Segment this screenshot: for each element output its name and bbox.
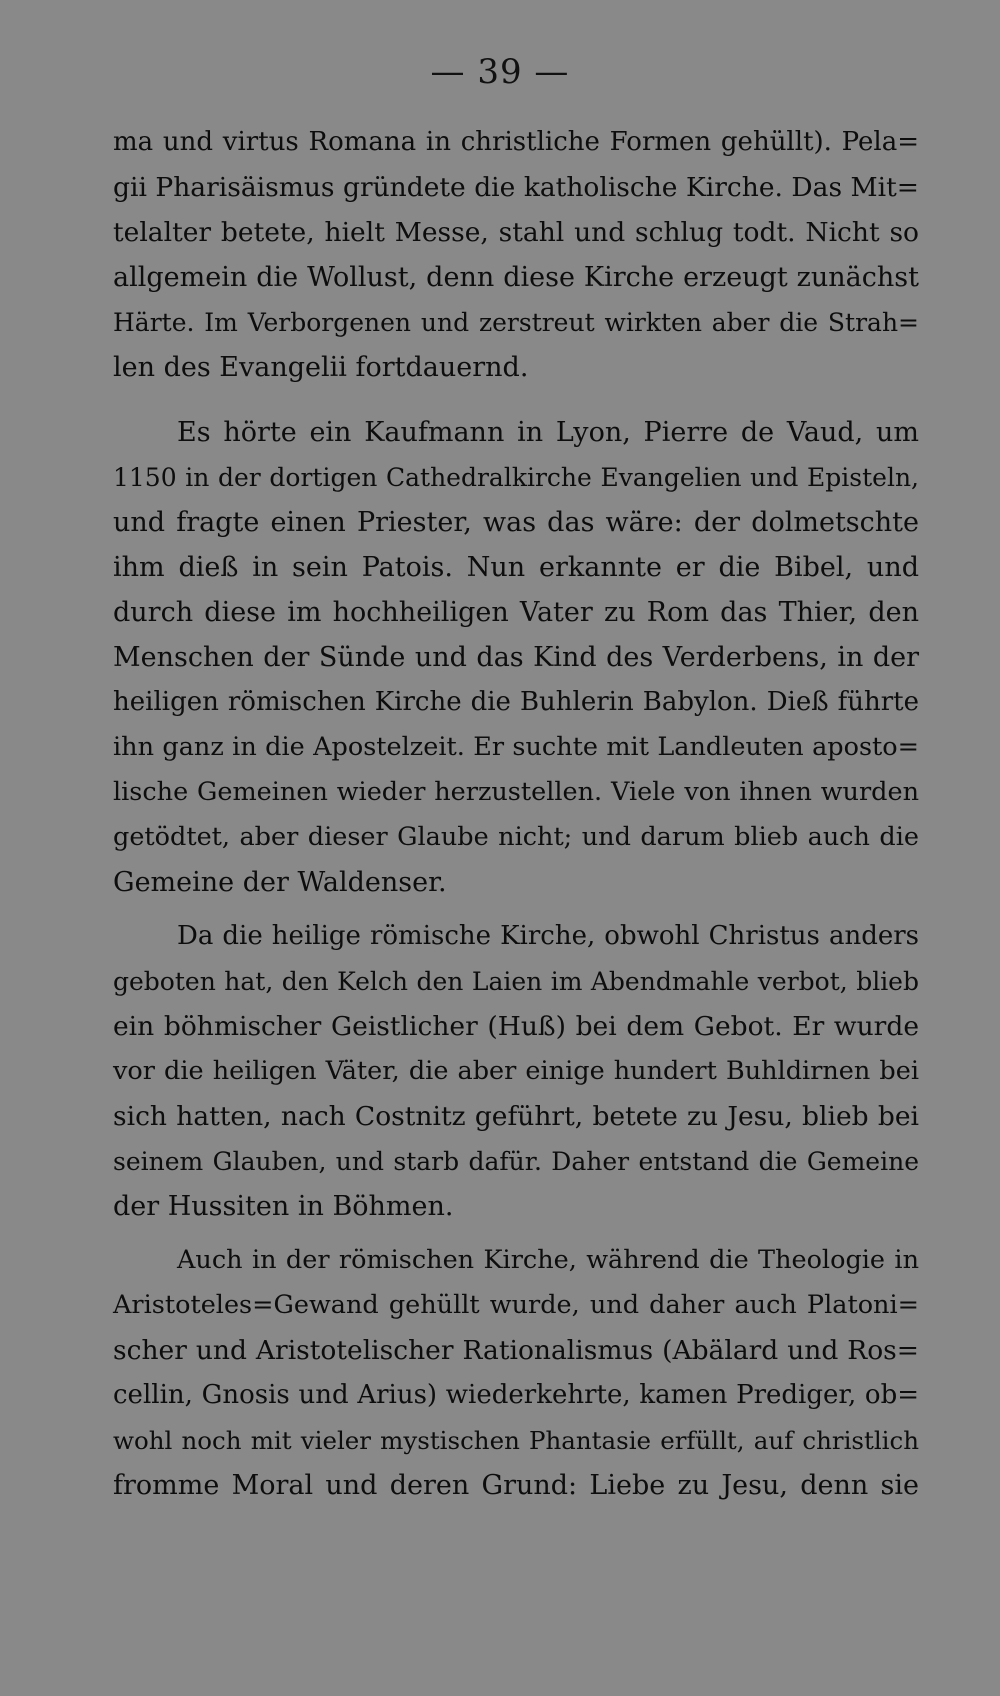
text-line: lische Gemeinen wieder herzustellen. Viele von ihnen wurden	[113, 777, 919, 807]
text-line: telalter betete, hielt Messe, stahl und schlug todt. Nicht so	[113, 217, 919, 248]
text-line: ein böhmischer Geistlicher (Huß) bei dem Gebot. Er wurde	[113, 1011, 919, 1042]
text-line: seinem Glauben, und starb dafür. Daher entstand die Gemeine	[113, 1147, 919, 1176]
text-line: Menschen der Sünde und das Kind des Verderbens, in der	[113, 642, 919, 673]
text-line: ihn ganz in die Apostelzeit. Er suchte mit Landleuten aposto=	[113, 732, 919, 762]
text-line: getödtet, aber dieser Glaube nicht; und darum blieb auch die	[113, 822, 919, 852]
text-line: geboten hat, den Kelch den Laien im Abendmahle verbot, blieb	[113, 967, 919, 996]
text-line: allgemein die Wollust, denn diese Kirche erzeugt zunächst	[113, 262, 919, 293]
text-line: fromme Moral und deren Grund: Liebe zu Jesu, denn sie	[113, 1470, 919, 1501]
text-line: der Hussiten in Böhmen.	[113, 1191, 454, 1222]
text-line: len des Evangelii fortdauernd.	[113, 352, 529, 383]
text-line: Härte. Im Verborgenen und zerstreut wirkten aber die Strah=	[113, 308, 919, 337]
text-line: durch diese im hochheiligen Vater zu Rom das Thier, den	[113, 597, 919, 628]
text-line: vor die heiligen Väter, die aber einige hundert Buhldirnen bei	[113, 1056, 919, 1086]
text-line: scher und Aristotelischer Rationalismus (Abälard und Ros=	[113, 1335, 919, 1366]
text-line: Gemeine der Waldenser.	[113, 867, 447, 898]
text-line: heiligen römischen Kirche die Buhlerin Babylon. Dieß führte	[113, 687, 919, 717]
paragraph-1	[113, 120, 919, 390]
text-line: 1150 in der dortigen Cathedralkirche Evangelien und Episteln,	[113, 463, 919, 492]
text-line: gii Pharisäismus gründete die katholische Kirche. Das Mit=	[113, 172, 919, 203]
text-line: Da die heilige römische Kirche, obwohl Christus anders	[177, 921, 919, 951]
text-line: wohl noch mit vieler mystischen Phantasie erfüllt, auf christlich	[113, 1426, 919, 1455]
text-line: Auch in der römischen Kirche, während die Theologie in	[177, 1245, 919, 1275]
text-line: Es hörte ein Kaufmann in Lyon, Pierre de Vaud, um	[177, 417, 919, 448]
paragraph-2	[113, 410, 919, 905]
text-line: ihm dieß in sein Patois. Nun erkannte er die Bibel, und	[113, 552, 919, 583]
paragraph-4	[113, 1238, 919, 1508]
text-line: Aristoteles=Gewand gehüllt wurde, und daher auch Platoni=	[113, 1290, 919, 1320]
text-line: cellin, Gnosis und Arius) wiederkehrte, kamen Prediger, ob=	[113, 1380, 919, 1410]
text-line: sich hatten, nach Costnitz geführt, betete zu Jesu, blieb bei	[113, 1101, 919, 1132]
text-line: ma und virtus Romana in christliche Formen gehüllt). Pela=	[113, 127, 919, 157]
page-number: — 39 —	[430, 52, 570, 92]
text-line: und fragte einen Priester, was das wäre: der dolmetschte	[113, 507, 919, 538]
paragraph-3	[113, 914, 919, 1229]
